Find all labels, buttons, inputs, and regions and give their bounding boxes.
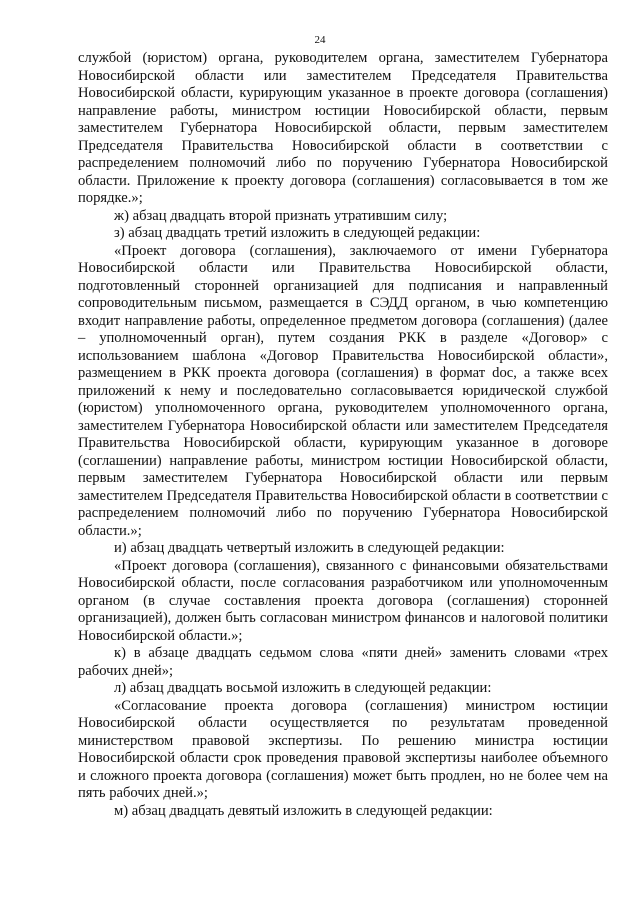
paragraph-item-m: м) абзац двадцать девятый изложить в следующей редакции: <box>114 802 493 819</box>
paragraph-item-k: к) в абзаце двадцать седьмом слова «пяти дней» заменить словами «трех рабочих дней»; <box>78 645 608 679</box>
paragraph-quote-contract-draft: «Проект договора (соглашения), заключаемого от имени Губернатора Новосибирской области или Правительства Новосибирской области, подготовленный сторонней организацией для подписания и направленный сопроводительным письмом, размещается в СЭДД органом, в чью компетенцию входит направление работы, определенное предметом договора (соглашения) (далее – уполномоченный орган), путем создания РКК в разделе «Договор» с использованием шаблона «Договор Правительства Новосибирской области», размещением в РКК проекта договора (соглашения) в формат doc, а также всех приложений к нему и последовательно согласовывается юридической службой (юристом) уполномоченного органа, руководителем уполномоченного органа, заместителем Губернатора Новосибирской области или заместителем Председателя Правительства Новосибирской области, курирующим указанное в договоре (соглашении) направление работы, министром юстиции Новосибирской области, первым заместителем Губернатора Новосибирской области или первым заместителем Председателя Правительства Новосибирской области в соответствии с распределением полномочий либо по поручению Губернатора Новосибирской области.»; <box>78 242 608 539</box>
page-number: 24 <box>314 34 326 46</box>
paragraph-item-i: и) абзац двадцать четвертый изложить в следующей редакции: <box>114 540 505 556</box>
paragraph-item-l: л) абзац двадцать восьмой изложить в следующей редакции: <box>114 680 492 696</box>
document-body <box>78 50 608 820</box>
paragraph-item-z: з) абзац двадцать третий изложить в следующей редакции: <box>114 225 481 241</box>
paragraph-quote-financial: «Проект договора (соглашения), связанного с финансовыми обязательствами Новосибирской области, после согласования разработчиком или уполномоченным органом (в случае составления проекта договора (соглашения) сторонней организацией), должен быть согласован министром финансов и налоговой политики Новосибирской области.»; <box>78 557 608 644</box>
paragraph-quote-justice: «Согласование проекта договора (соглашения) министром юстиции Новосибирской области осуществляется по результатам проведенной министерством правовой экспертизы. По решению министра юстиции Новосибирской области срок проведения правовой экспертизы наиболее объемного и сложного проекта договора (соглашения) может быть продлен, но не более чем на пять рабочих дней.»; <box>78 697 608 801</box>
paragraph-continuation: службой (юристом) органа, руководителем органа, заместителем Губернатора Новосибирской области или заместителем Председателя Правительства Новосибирской области, курирующим указанное в проекте договора (соглашения) направление работы, министром юстиции Новосибирской области, первым заместителем Губернатора Новосибирской области, первым заместителем Председателя Правительства Новосибирской области в соответствии с распределением полномочий либо по поручению Губернатора Новосибирской области. Приложение к проекту договора (соглашения) согласовывается в том же порядке.»; <box>78 50 608 206</box>
paragraph-item-zh: ж) абзац двадцать второй признать утратившим силу; <box>114 207 448 224</box>
